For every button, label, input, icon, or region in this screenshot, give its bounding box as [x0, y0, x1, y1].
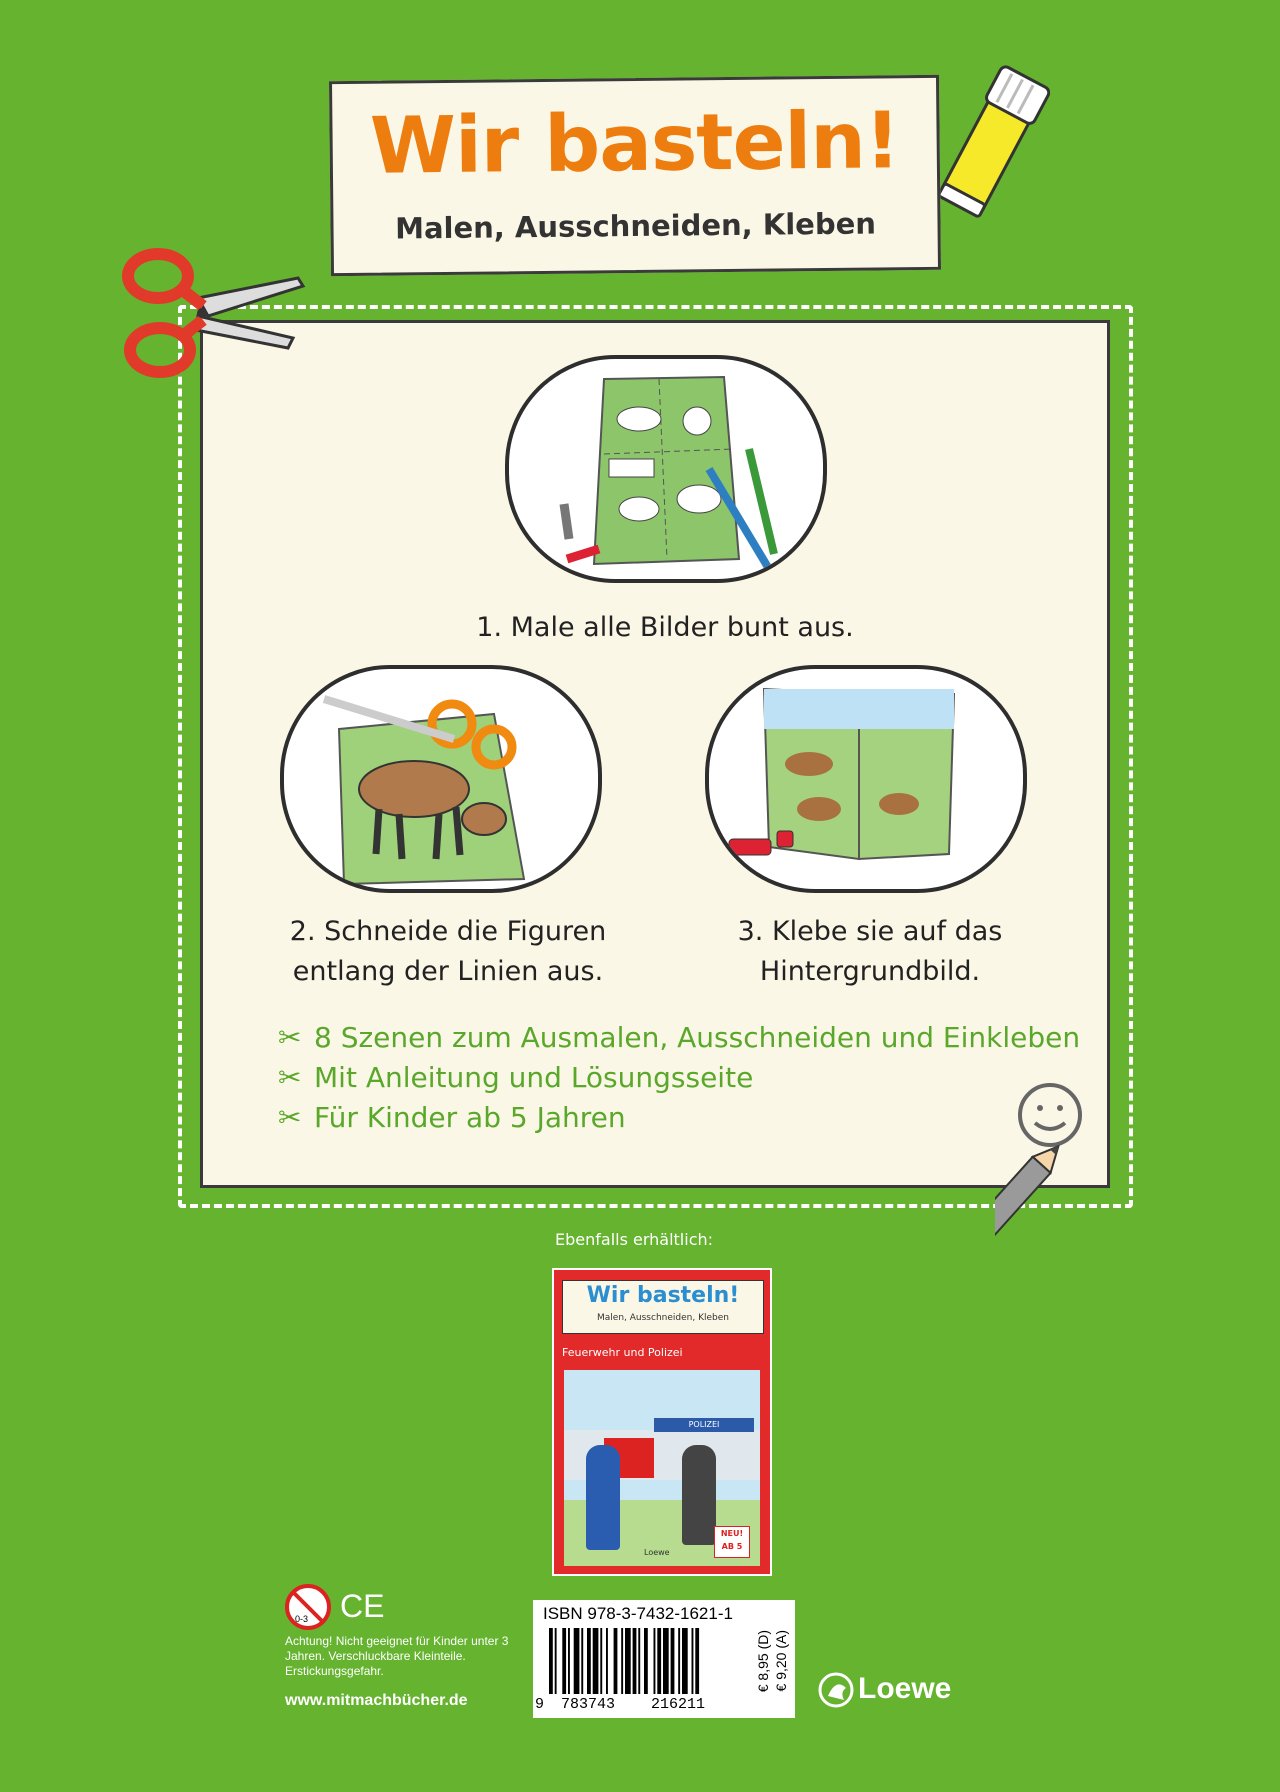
step-2-illustration: [280, 665, 602, 893]
warning-text: Achtung! Nicht geeignet für Kinder unter 3 Jahren. Verschluckbare Kleinteile. Erstickungsgefahr.: [285, 1634, 509, 1678]
age-warning-icon: [285, 1584, 331, 1630]
list-item: [278, 1018, 1080, 1058]
mini-badge-line1: NEU!: [720, 1529, 744, 1538]
barcode-digits-right: 216211: [651, 1696, 706, 1713]
step-1-illustration: [505, 355, 827, 583]
scissors-bullet-icon: ✂: [278, 1021, 302, 1054]
barcode-digits-left: 783743: [561, 1696, 616, 1713]
step-2-line-2: entlang der Linien aus.: [292, 956, 604, 987]
title-banner: [329, 75, 941, 276]
barcode-box: [533, 1600, 795, 1718]
mini-topic: Feuerwehr und Polizei: [562, 1346, 683, 1359]
mini-sign: POLIZEI: [654, 1418, 754, 1432]
mini-illustration: [564, 1370, 760, 1566]
step-1-text: [445, 608, 885, 648]
glued-scene-icon: [709, 669, 1023, 889]
mini-subtitle: Malen, Ausschneiden, Kleben: [597, 1313, 729, 1323]
page-title: Wir basteln!: [369, 96, 900, 192]
isbn-text: ISBN 978-3-7432-1621-1: [543, 1604, 733, 1623]
age-mark-text: 0-3: [295, 1614, 309, 1624]
related-book-cover[interactable]: [552, 1268, 772, 1576]
mini-publisher: Loewe: [644, 1548, 670, 1557]
coloring-sheet-icon: [509, 359, 823, 579]
also-available-label: Ebenfalls erhältlich:: [555, 1230, 714, 1249]
price-germany: € 8,95 (D): [755, 1630, 771, 1693]
feature-text: Mit Anleitung und Lösungsseite: [314, 1061, 754, 1094]
step-3-illustration: [705, 665, 1027, 893]
ce-mark: CE: [340, 1588, 385, 1624]
step-3-line-2: Hintergrundbild.: [759, 956, 981, 987]
list-item: [278, 1098, 1080, 1138]
glue-stick-icon: [930, 60, 1050, 230]
loewe-logo-icon: [818, 1670, 854, 1710]
scissors-bullet-icon: ✂: [278, 1061, 302, 1094]
page-subtitle: Malen, Ausschneiden, Kleben: [394, 206, 877, 246]
mini-badge: [714, 1526, 750, 1558]
publisher-logo: Loewe: [858, 1672, 952, 1705]
list-item: [278, 1058, 1080, 1098]
step-1-line-1: 1. Male alle Bilder bunt aus.: [476, 612, 854, 643]
step-3-text: [705, 912, 1035, 992]
feature-list: [278, 1018, 1080, 1138]
scissors-bullet-icon: ✂: [278, 1101, 302, 1134]
website-link[interactable]: www.mitmachbücher.de: [285, 1692, 468, 1709]
feature-text: Für Kinder ab 5 Jahren: [314, 1101, 626, 1134]
price-austria: € 9,20 (A): [773, 1630, 789, 1692]
barcode-digit-first: 9: [535, 1696, 545, 1713]
step-3-line-1: 3. Klebe sie auf das: [737, 916, 1003, 947]
pencil-smiley-icon: [995, 1075, 1215, 1305]
mini-title-box: [562, 1280, 764, 1334]
scissors-icon: [118, 238, 308, 388]
barcode-bars: [549, 1628, 749, 1694]
step-2-line-1: 2. Schneide die Figuren: [289, 916, 607, 947]
cut-out-horse-icon: [284, 669, 598, 889]
feature-text: 8 Szenen zum Ausmalen, Ausschneiden und Einkleben: [314, 1021, 1081, 1054]
mini-title: Wir basteln!: [586, 1283, 740, 1308]
step-2-text: [278, 912, 618, 992]
mini-badge-line2: AB 5: [721, 1542, 743, 1551]
